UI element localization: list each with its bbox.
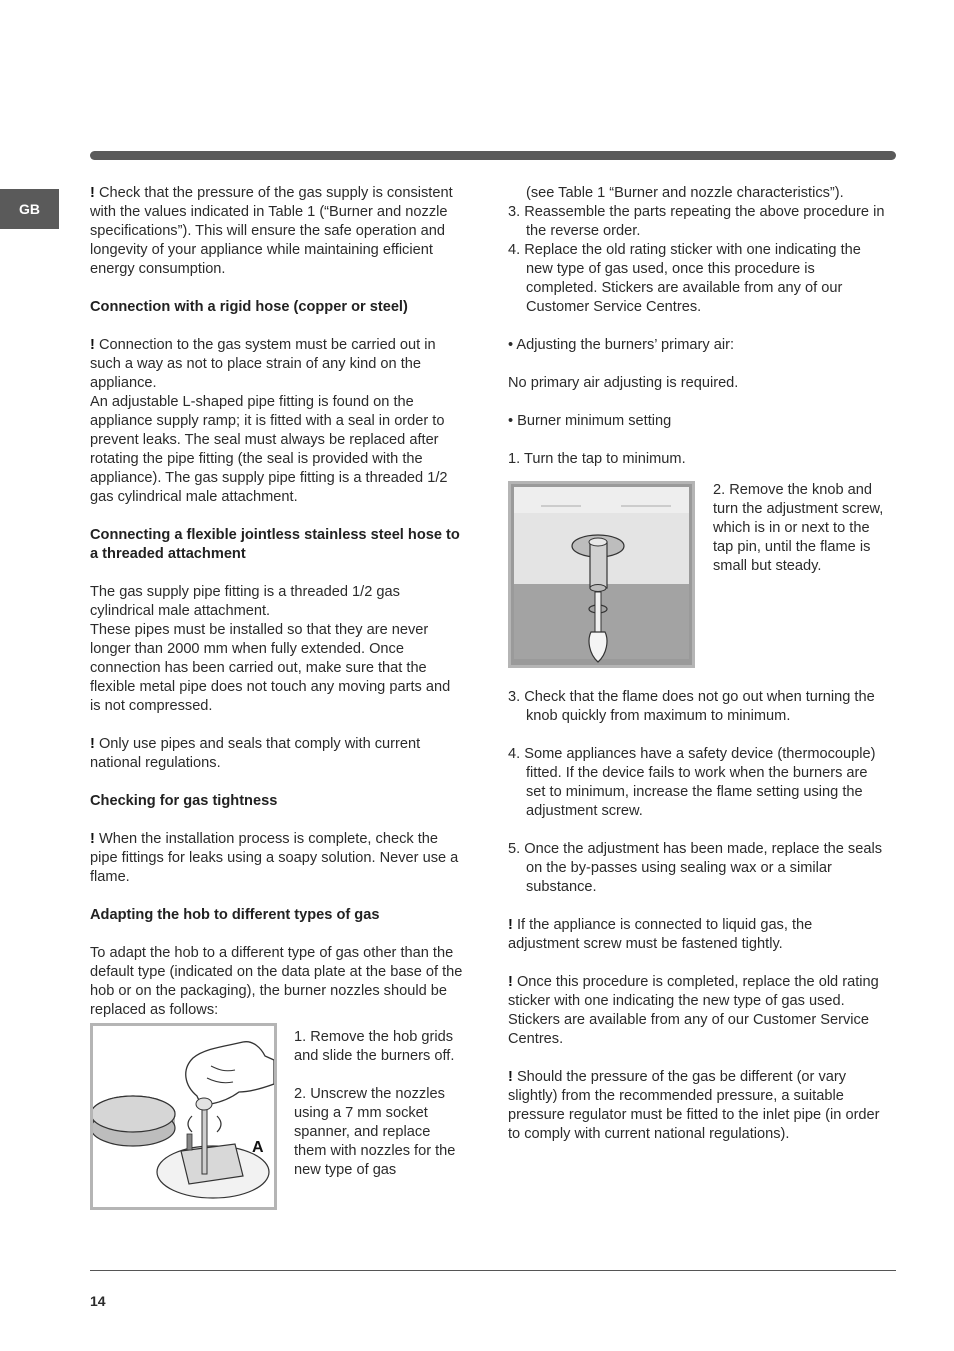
- warning-icon: !: [90, 185, 95, 201]
- paragraph: The gas supply pipe fitting is a threaded 1/2 gas cylindrical male attachment.: [90, 584, 400, 619]
- paragraph: ! Connection to the gas system must be carried out in such a way as not to place strain of any kind on the appliance.: [90, 337, 436, 391]
- nozzle-replacement-illustration: [90, 1023, 277, 1210]
- section-heading: Checking for gas tightness: [90, 793, 278, 809]
- paragraph: ! Only use pipes and seals that comply with current national regulations.: [90, 736, 421, 771]
- step-text: 5. Once the adjustment has been made, replace the seals on the by-passes using sealing wax or a similar substance.: [508, 841, 882, 895]
- section-heading: Connecting a flexible jointless stainless steel hose to a threaded attachment: [90, 527, 460, 562]
- right-column: [508, 184, 886, 1144]
- paragraph: (see Table 1 “Burner and nozzle characteristics”).: [526, 185, 844, 201]
- step-text: 2. Unscrew the nozzles using a 7 mm socket spanner, and replace them with nozzles for the new type of gas: [294, 1086, 456, 1178]
- section-heading: Connection with a rigid hose (copper or steel): [90, 299, 408, 315]
- paragraph: To adapt the hob to a different type of gas other than the default type (indicated on the data plate at the base of the hob or on the packaging), the burner nozzles should be replaced as follows:: [90, 945, 463, 1018]
- paragraph: ! Check that the pressure of the gas supply is consistent with the values indicated in Table 1 (“Burner and nozzle specifications”). This will ensure the safe operation and longevity of your appliance while maintaining efficient energy consumption.: [90, 185, 453, 277]
- adjustment-screw-illustration: [508, 481, 695, 668]
- section-heading: Adapting the hob to different types of gas: [90, 907, 380, 923]
- knob-figure-row: [508, 481, 886, 668]
- header-rule: [90, 151, 896, 160]
- nozzle-steps: [294, 1028, 463, 1180]
- step-text: 4. Some appliances have a safety device (thermocouple) fitted. If the device fails to work when the burners are set to minimum, increase the flame setting using the adjustment screw.: [508, 746, 876, 819]
- language-tab: GB: [0, 189, 59, 229]
- paragraph: No primary air adjusting is required.: [508, 375, 739, 391]
- step-text: 3. Check that the flame does not go out when turning the knob quickly from maximum to minimum.: [508, 689, 875, 724]
- warning-icon: !: [90, 831, 95, 847]
- step-text: 1. Turn the tap to minimum.: [508, 451, 686, 467]
- page-number: 14: [90, 1293, 106, 1309]
- paragraph: ! When the installation process is complete, check the pipe fittings for leaks using a soapy solution. Never use a flame.: [90, 831, 459, 885]
- left-column: [90, 184, 463, 1210]
- warning-icon: !: [508, 917, 513, 933]
- step-text: 1. Remove the hob grids and slide the burners off.: [294, 1029, 455, 1064]
- warning-paragraph: ! Once this procedure is completed, replace the old rating sticker with one indicating the new type of gas used. Stickers are available from any of our Customer Service Centres.: [508, 974, 879, 1047]
- warning-paragraph: ! If the appliance is connected to liquid gas, the adjustment screw must be fastened tightly.: [508, 917, 813, 952]
- paragraph: These pipes must be installed so that they are never longer than 2000 mm when fully extended. Once connection has been carried out, make sure that the flexible metal pipe does not touch any moving parts and is not compressed.: [90, 622, 451, 714]
- step-text: 4. Replace the old rating sticker with one indicating the new type of gas used, once this procedure is completed. Stickers are available from any of our Customer Service Centres.: [508, 242, 861, 315]
- warning-icon: !: [90, 736, 95, 752]
- adjustment-steps: [713, 481, 885, 576]
- warning-icon: !: [90, 337, 95, 353]
- footer-rule: [90, 1270, 896, 1271]
- nozzle-figure-row: [90, 1023, 463, 1210]
- step-text: 2. Remove the knob and turn the adjustment screw, which is in or next to the tap pin, until the flame is small but steady.: [713, 482, 884, 574]
- warning-icon: !: [508, 1069, 513, 1085]
- warning-paragraph: ! Should the pressure of the gas be different (or vary slightly) from the recommended pressure, a suitable pressure regulator must be fitted to the inlet pipe (in order to comply with current national regulations).: [508, 1069, 880, 1142]
- bullet-item: • Burner minimum setting: [508, 413, 672, 429]
- paragraph: An adjustable L-shaped pipe fitting is found on the appliance supply ramp; it is fitted with a seal in order to prevent leaks. The seal must always be replaced after rotating the pipe fitting (the seal is provided with the appliance). The gas supply pipe fitting is a threaded 1/2 gas cylindrical male attachment.: [90, 394, 448, 505]
- bullet-item: • Adjusting the burners’ primary air:: [508, 337, 735, 353]
- warning-icon: !: [508, 974, 513, 990]
- tap-pin-drawing: [511, 484, 692, 665]
- step-text: 3. Reassemble the parts repeating the above procedure in the reverse order.: [508, 204, 885, 239]
- hand-spanner-drawing: [93, 1026, 274, 1207]
- figure-label-a: A: [252, 1139, 264, 1156]
